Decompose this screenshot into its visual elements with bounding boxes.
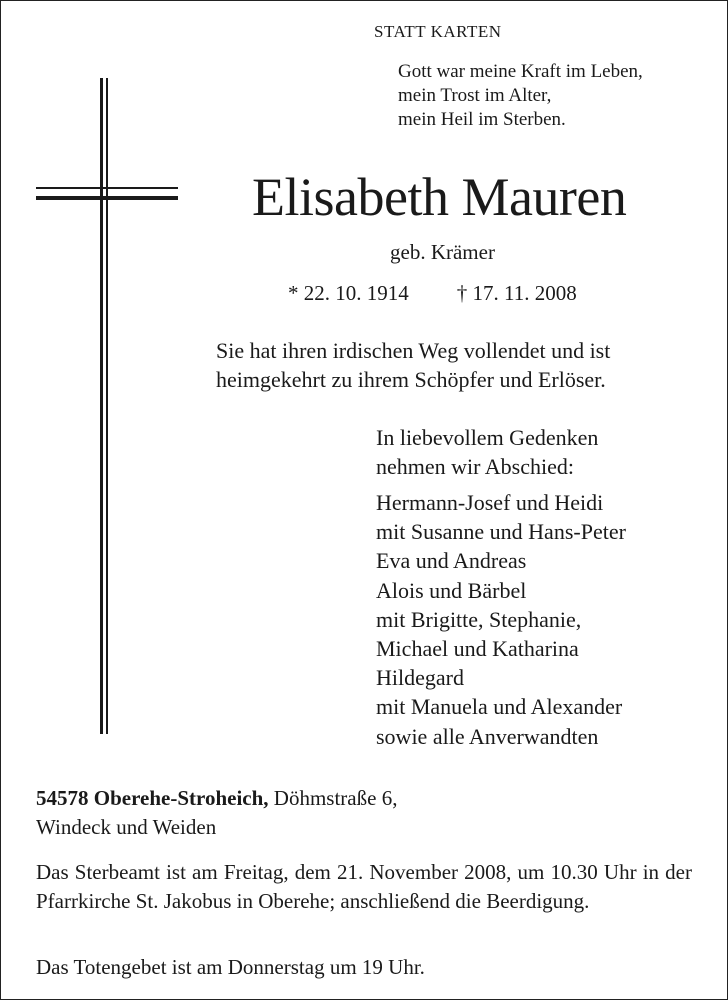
tribute-line: Sie hat ihren irdischen Weg vollendet und ist (216, 338, 611, 363)
verse-line: Gott war meine Kraft im Leben, (398, 61, 643, 82)
mourner-line: Alois und Bärbel (376, 577, 527, 603)
address-place: 54578 Oberehe-Stroheich, (36, 786, 269, 810)
life-dates (288, 281, 577, 306)
farewell-line: In liebevollem Gedenken (376, 425, 599, 450)
farewell-text (376, 423, 598, 481)
mourner-line: mit Susanne und Hans-Peter (376, 519, 626, 545)
mourner-line: mit Manuela und Alexander (376, 694, 623, 720)
prayer-info: Das Totengebet ist am Donnerstag um 19 Uhr. (36, 955, 425, 979)
verse-line: mein Heil im Sterben. (398, 109, 566, 130)
mourner-line: mit Brigitte, Stephanie, (376, 606, 582, 632)
mourner-line: Hildegard (376, 665, 464, 691)
address-block (36, 784, 397, 842)
mourner-line: Michael und Katharina (376, 636, 579, 662)
funeral-info (36, 858, 692, 916)
tribute-text (216, 336, 610, 394)
verse-line: mein Trost im Alter, (398, 85, 552, 106)
cross-vertical-line (106, 78, 108, 734)
verse (398, 60, 643, 132)
mourner-line: Eva und Andreas (376, 548, 527, 574)
death-date: † 17. 11. 2008 (456, 281, 577, 305)
funeral-text: Das Sterbeamt ist am Freitag, dem 21. November 2008, um 10.30 Uhr in der Pfarrkirche St. Jakobus in Oberehe; anschließend die Beerdigung. (36, 860, 692, 913)
mourner-line: sowie alle Anverwandten (376, 723, 599, 749)
address-line2: Windeck und Weiden (36, 815, 217, 839)
mourner-line: Hermann-Josef und Heidi (376, 490, 604, 515)
deceased-name: Elisabeth Mauren (252, 167, 627, 227)
farewell-line: nehmen wir Abschied: (376, 454, 574, 479)
cross-horizontal-bar (36, 196, 178, 200)
cross-vertical-bar (100, 78, 103, 734)
birth-date: * 22. 10. 1914 (288, 281, 409, 305)
mourners-list (376, 488, 626, 751)
address-street: Döhmstraße 6, (268, 786, 398, 810)
birth-name: geb. Krämer (390, 240, 495, 264)
cross-horizontal-line (36, 187, 178, 189)
statt-karten-label: STATT KARTEN (374, 22, 502, 41)
tribute-line: heimgekehrt zu ihrem Schöpfer und Erlöser. (216, 367, 606, 392)
